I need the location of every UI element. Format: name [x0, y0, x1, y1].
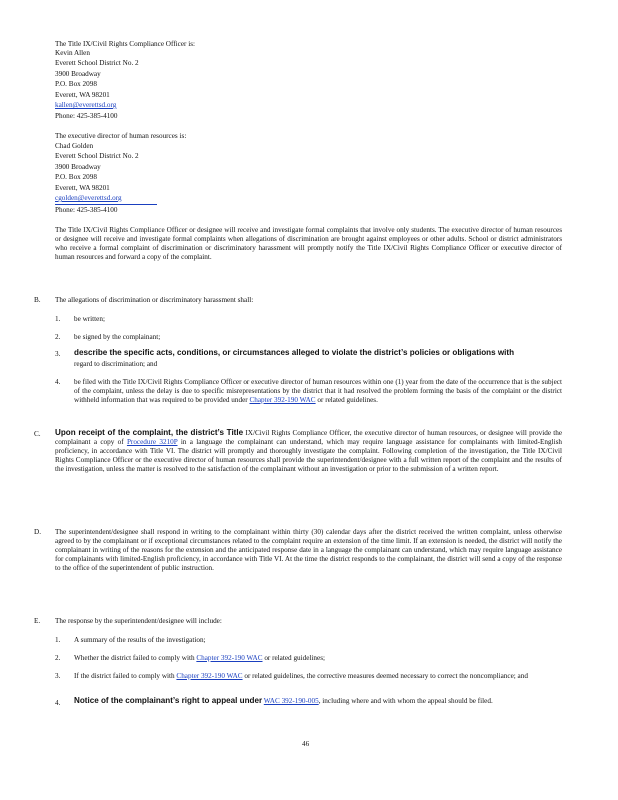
director-heading: The executive director of human resources is: — [55, 132, 187, 140]
chapter-392-190-wac-link[interactable]: Chapter 392-190 WAC — [249, 395, 316, 404]
chapter-392-190-wac-link-3[interactable]: Chapter 392-190 WAC — [176, 672, 243, 680]
section-d-letter: D. — [34, 528, 41, 536]
section-d-paragraph: The superintendent/designee shall respond in writing to the complainant within thirty (30) calendar days after the district received the written complaint, unless otherwise agreed to by the complainant or if exceptional circumstances related to the complaint require an extension of the time limit. If an extension is needed, the district will notify the complainant in writing of the reasons for the extension and the anticipated response date in a language the complainant can understand, which may require language assistance for complainants with limited-English proficiency, in accordance with Title VI. At the time the district responds to the complainant, the district will send a copy of the response to the office of the superintendent of public instruction. — [55, 528, 562, 572]
chapter-392-190-wac-link-2[interactable]: Chapter 392-190 WAC — [196, 654, 263, 662]
section-e-item-4-number: 4. — [55, 699, 61, 707]
director-city: Everett, WA 98201 — [55, 184, 110, 192]
section-e-item-2-text — [74, 654, 325, 663]
section-b-item-1-number: 1. — [55, 315, 61, 323]
officer-street: 3900 Broadway — [55, 70, 101, 78]
section-b-item-2-number: 2. — [55, 333, 61, 341]
section-b-item-3-number: 3. — [55, 350, 61, 358]
section-e-item-4-text — [74, 697, 562, 706]
officer-org: Everett School District No. 2 — [55, 59, 139, 67]
section-b-item-3-continuation: regard to discrimination; and — [74, 360, 158, 368]
director-org: Everett School District No. 2 — [55, 152, 139, 160]
page-number: 46 — [302, 740, 310, 748]
director-email-link[interactable]: cgolden@everettsd.org — [55, 194, 122, 202]
section-e-item-3-text-b: or related guidelines, the corrective measures deemed necessary to correct the noncompliance; and — [244, 672, 528, 680]
section-e-item-1-number: 1. — [55, 636, 61, 644]
section-b-item-4-text-b: or related guidelines. — [317, 395, 378, 404]
section-e-item-4-text-b: , including where and with whom the appeal should be filed. — [318, 697, 493, 705]
director-pobox: P.O. Box 2098 — [55, 173, 97, 181]
section-c-text-a: IX/Civil Rights Compliance Officer, the executive director of human resources, or designee will provide the complainant a copy of — [55, 429, 563, 446]
section-e-lead: The response by the superintendent/designee will include: — [55, 617, 222, 625]
email-underline-rule — [55, 204, 157, 205]
officer-phone: Phone: 425-385-4100 — [55, 112, 118, 120]
section-e-item-3-text — [74, 672, 562, 681]
wac-392-190-005-link[interactable]: WAC 392-190-005 — [263, 697, 319, 705]
officer-pobox: P.O. Box 2098 — [55, 80, 97, 88]
section-b-lead: The allegations of discrimination or discriminatory harassment shall: — [55, 296, 254, 304]
section-e-item-2-number: 2. — [55, 654, 61, 662]
section-b-item-1-text: be written; — [74, 315, 105, 323]
procedure-3210p-link[interactable]: Procedure 3210P — [126, 437, 178, 446]
section-e-letter: E. — [34, 617, 41, 625]
section-b-item-4-text — [74, 378, 562, 405]
section-b-letter: B. — [34, 296, 41, 304]
section-e-item-4-lead: Notice of the complainant’s right to appeal under — [74, 696, 263, 705]
section-c-paragraph — [55, 429, 562, 474]
director-phone: Phone: 425-385-4100 — [55, 206, 118, 214]
section-e-item-2-text-a: Whether the district failed to comply with — [74, 654, 195, 662]
section-e-item-3-text-a: If the district failed to comply with — [74, 672, 175, 680]
section-c-letter: C. — [34, 430, 41, 438]
officer-name: Kevin Allen — [55, 49, 90, 57]
officer-city: Everett, WA 98201 — [55, 91, 110, 99]
officer-email-link[interactable]: kallen@everettsd.org — [55, 101, 117, 109]
intro-paragraph: The Title IX/Civil Rights Compliance Officer or designee will receive and investigate formal complaints that involve only students. The executive director of human resources or designee will receive and investigate formal complaints when allegations of discrimination are brought against employees or other adults. School or district administrators who receive a formal complaint of discrimination or discriminatory harassment will promptly notify the Title IX/Civil Rights Compliance Officer or executive director of human resources and forward a copy of the complaint. — [55, 226, 562, 261]
section-c-lead: Upon receipt of the complaint, the district’s Title — [55, 428, 244, 437]
section-e-item-1-text: A summary of the results of the investigation; — [74, 636, 206, 644]
section-e-item-3-number: 3. — [55, 672, 61, 680]
director-name: Chad Golden — [55, 142, 94, 150]
director-street: 3900 Broadway — [55, 163, 101, 171]
section-b-item-4-number: 4. — [55, 378, 61, 386]
section-b-item-4-text-a: be filed with the Title IX/Civil Rights Compliance Officer or executive director of human resources within one (1) year from the date of the occurrence that is the subject of the complaint, unless the delay is due to specific misrepresentations by the district that it had resolved the problem forming the basis of the complaint or the district withheld information that was required to be provided under — [74, 378, 562, 404]
section-b-item-3-text: describe the specific acts, conditions, or circumstances alleged to violate the district’s policies or obligations with — [74, 348, 515, 357]
section-e-item-2-text-b: or related guidelines; — [264, 654, 325, 662]
section-c-text-b: in a language the complainant can understand, which may require language assistance for complainants with limited-English proficiency, in accordance with Title VI. The district will promptly and thoroughly investigate the complaint. Following completion of the investigation, the Title IX/Civil Rights Compliance Officer or the executive director of human resources shall provide the superintendent/designee with a full written report of the complaint and the results of the investigation, unless the matter is resolved to the satisfaction of the complainant without an investigation or prior to the submission of a written report. — [55, 437, 563, 473]
officer-heading: The Title IX/Civil Rights Compliance Officer is: — [55, 40, 196, 48]
section-b-item-2-text: be signed by the complainant; — [74, 333, 161, 341]
